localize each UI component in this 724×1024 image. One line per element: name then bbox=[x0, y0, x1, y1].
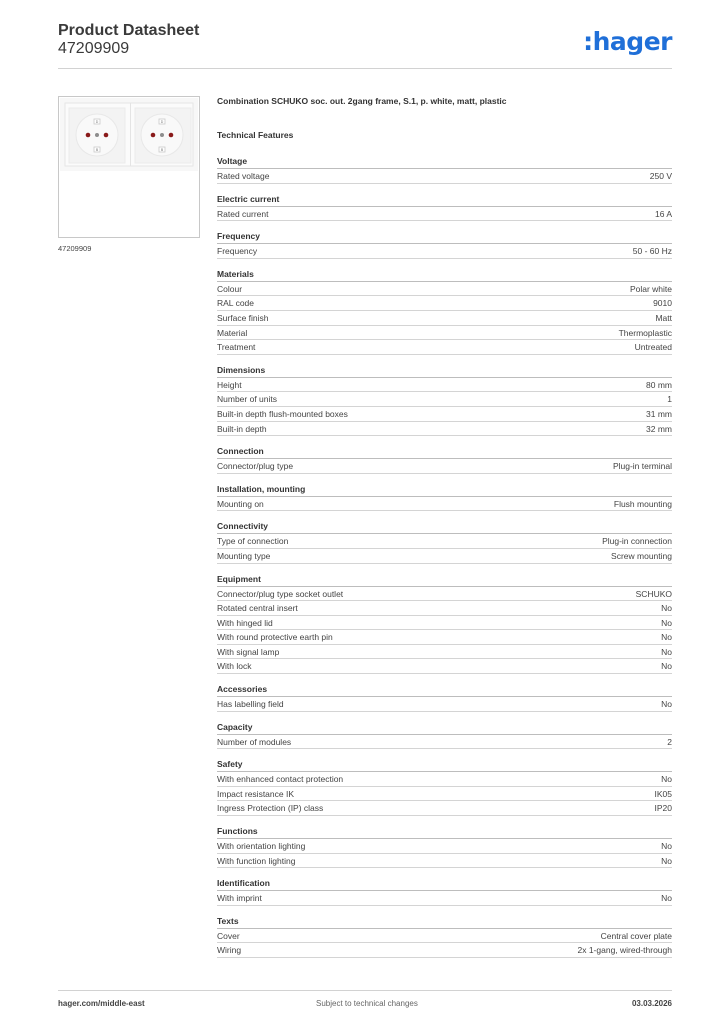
feature-value: No bbox=[661, 646, 672, 657]
feature-value: No bbox=[661, 855, 672, 866]
feature-section bbox=[217, 483, 672, 512]
feature-label: Built-in depth flush-mounted boxes bbox=[217, 408, 348, 419]
feature-row bbox=[217, 659, 672, 674]
feature-value: 16 A bbox=[654, 208, 672, 219]
feature-row bbox=[217, 326, 672, 341]
feature-row bbox=[217, 943, 672, 958]
feature-label: Wiring bbox=[217, 945, 242, 956]
feature-row bbox=[217, 801, 672, 816]
feature-row bbox=[217, 459, 672, 474]
feature-row bbox=[217, 378, 672, 393]
feature-section bbox=[217, 721, 672, 750]
product-image bbox=[58, 96, 200, 238]
feature-label: Material bbox=[217, 327, 248, 338]
feature-section bbox=[217, 230, 672, 259]
feature-row bbox=[217, 534, 672, 549]
feature-row bbox=[217, 587, 672, 602]
document-title: Product Datasheet bbox=[58, 22, 200, 39]
section-heading: Capacity bbox=[217, 721, 672, 735]
feature-label: With hinged lid bbox=[217, 617, 273, 628]
feature-section bbox=[217, 155, 672, 184]
header-divider bbox=[58, 68, 672, 69]
footer-divider bbox=[58, 990, 672, 991]
left-socket bbox=[69, 108, 125, 163]
feature-label: With signal lamp bbox=[217, 646, 280, 657]
feature-section bbox=[217, 193, 672, 222]
feature-row bbox=[217, 645, 672, 660]
feature-row bbox=[217, 407, 672, 422]
feature-row bbox=[217, 244, 672, 259]
feature-row bbox=[217, 891, 672, 906]
feature-value: No bbox=[661, 893, 672, 904]
feature-label: Mounting type bbox=[217, 550, 271, 561]
feature-value: Polar white bbox=[629, 283, 672, 294]
feature-value: No bbox=[661, 699, 672, 710]
feature-section bbox=[217, 573, 672, 675]
feature-label: Frequency bbox=[217, 246, 258, 257]
right-socket bbox=[135, 108, 191, 163]
feature-label: With imprint bbox=[217, 893, 262, 904]
section-heading: Installation, mounting bbox=[217, 483, 672, 497]
feature-label: With function lighting bbox=[217, 855, 296, 866]
feature-label: Type of connection bbox=[217, 536, 289, 547]
earth-marker-bottom: B bbox=[95, 148, 99, 152]
double-socket-illustration bbox=[59, 97, 199, 237]
page-footer bbox=[58, 999, 672, 1011]
feature-row bbox=[217, 839, 672, 854]
feature-label: With enhanced contact protection bbox=[217, 774, 344, 785]
section-heading: Dimensions bbox=[217, 364, 672, 378]
feature-row bbox=[217, 787, 672, 802]
feature-value: No bbox=[661, 661, 672, 672]
feature-label: Rated current bbox=[217, 208, 269, 219]
feature-label: Treatment bbox=[217, 342, 256, 353]
feature-label: Impact resistance IK bbox=[217, 788, 295, 799]
feature-row bbox=[217, 772, 672, 787]
feature-label: RAL code bbox=[217, 298, 255, 309]
feature-value: Central cover plate bbox=[600, 930, 672, 941]
feature-section bbox=[217, 825, 672, 868]
feature-row bbox=[217, 630, 672, 645]
feature-value: Thermoplastic bbox=[618, 327, 672, 338]
section-heading: Electric current bbox=[217, 193, 672, 207]
footer-date: 03.03.2026 bbox=[631, 999, 672, 1008]
section-heading: Materials bbox=[217, 268, 672, 282]
feature-value: 80 mm bbox=[646, 379, 672, 390]
feature-value: 50 - 60 Hz bbox=[632, 246, 672, 257]
feature-section bbox=[217, 268, 672, 355]
feature-label: Rotated central insert bbox=[217, 603, 298, 614]
feature-row bbox=[217, 296, 672, 311]
feature-row bbox=[217, 497, 672, 512]
feature-section bbox=[217, 758, 672, 816]
feature-section bbox=[217, 915, 672, 958]
feature-label: With lock bbox=[217, 661, 252, 672]
feature-value: Matt bbox=[655, 312, 672, 323]
feature-row bbox=[217, 282, 672, 297]
feature-label: Surface finish bbox=[217, 312, 269, 323]
feature-value: IP20 bbox=[654, 803, 672, 814]
feature-label: Height bbox=[217, 379, 242, 390]
feature-value: No bbox=[661, 774, 672, 785]
feature-label: Has labelling field bbox=[217, 699, 284, 710]
feature-value: 250 V bbox=[649, 171, 672, 181]
feature-value: 2x 1-gang, wired-through bbox=[577, 945, 672, 956]
earth-marker-bottom: B bbox=[160, 148, 164, 152]
feature-value: No bbox=[661, 617, 672, 628]
section-heading: Connection bbox=[217, 445, 672, 459]
feature-row bbox=[217, 549, 672, 564]
feature-row bbox=[217, 601, 672, 616]
feature-value: 9010 bbox=[653, 298, 672, 309]
section-heading: Safety bbox=[217, 758, 672, 772]
image-caption: 47209909 bbox=[58, 244, 92, 253]
feature-section bbox=[217, 520, 672, 563]
feature-row bbox=[217, 854, 672, 869]
product-description: Combination SCHUKO soc. out. 2gang frame, S.1, p. white, matt, plastic bbox=[217, 96, 507, 106]
feature-section bbox=[217, 364, 672, 436]
datasheet-content bbox=[217, 95, 672, 967]
feature-value: Flush mounting bbox=[613, 498, 672, 509]
technical-features-title: Technical Features bbox=[217, 130, 294, 140]
feature-value: 31 mm bbox=[646, 408, 672, 419]
feature-label: Number of units bbox=[217, 394, 277, 405]
feature-value: 2 bbox=[667, 736, 672, 747]
document-number: 47209909 bbox=[58, 40, 130, 57]
footer-notice: Subject to technical changes bbox=[316, 999, 418, 1008]
feature-section bbox=[217, 445, 672, 474]
feature-row bbox=[217, 422, 672, 437]
section-heading: Connectivity bbox=[217, 520, 672, 534]
feature-value: 1 bbox=[667, 394, 672, 405]
earth-marker-top: D bbox=[160, 120, 164, 124]
feature-value: SCHUKO bbox=[635, 588, 672, 599]
feature-label: With round protective earth pin bbox=[217, 632, 333, 643]
feature-value: No bbox=[661, 632, 672, 643]
feature-value: Screw mounting bbox=[611, 550, 672, 561]
feature-value: No bbox=[661, 603, 672, 614]
feature-row bbox=[217, 929, 672, 944]
feature-label: Cover bbox=[217, 930, 240, 941]
feature-row bbox=[217, 616, 672, 631]
hager-logo: :hager bbox=[583, 27, 672, 56]
feature-value: Plug-in connection bbox=[602, 536, 672, 547]
feature-row bbox=[217, 169, 672, 184]
feature-label: Rated voltage bbox=[217, 171, 270, 181]
feature-label: With orientation lighting bbox=[217, 841, 306, 852]
feature-label: Built-in depth bbox=[217, 423, 267, 434]
feature-value: IK05 bbox=[654, 788, 672, 799]
feature-row bbox=[217, 340, 672, 355]
page-header bbox=[58, 22, 199, 58]
feature-value: 32 mm bbox=[646, 423, 672, 434]
feature-section bbox=[217, 877, 672, 906]
feature-value: Plug-in terminal bbox=[612, 461, 672, 472]
footer-website-link[interactable]: hager.com/middle-east bbox=[58, 999, 145, 1008]
feature-row bbox=[217, 392, 672, 407]
section-heading: Frequency bbox=[217, 230, 672, 244]
earth-marker-top: D bbox=[95, 120, 99, 124]
feature-sections bbox=[217, 155, 672, 958]
feature-row bbox=[217, 311, 672, 326]
section-heading: Identification bbox=[217, 877, 672, 891]
section-heading: Accessories bbox=[217, 683, 672, 697]
feature-row bbox=[217, 697, 672, 712]
feature-value: Untreated bbox=[634, 342, 672, 353]
section-heading: Functions bbox=[217, 825, 672, 839]
feature-label: Colour bbox=[217, 283, 243, 294]
feature-label: Ingress Protection (IP) class bbox=[217, 803, 324, 814]
feature-label: Number of modules bbox=[217, 736, 292, 747]
feature-section bbox=[217, 683, 672, 712]
feature-row bbox=[217, 735, 672, 750]
section-heading: Equipment bbox=[217, 573, 672, 587]
feature-value: No bbox=[661, 841, 672, 852]
feature-label: Connector/plug type socket outlet bbox=[217, 588, 344, 599]
section-heading: Voltage bbox=[217, 155, 672, 169]
feature-label: Mounting on bbox=[217, 498, 264, 509]
section-heading: Texts bbox=[217, 915, 672, 929]
feature-label: Connector/plug type bbox=[217, 461, 294, 472]
feature-row bbox=[217, 207, 672, 222]
